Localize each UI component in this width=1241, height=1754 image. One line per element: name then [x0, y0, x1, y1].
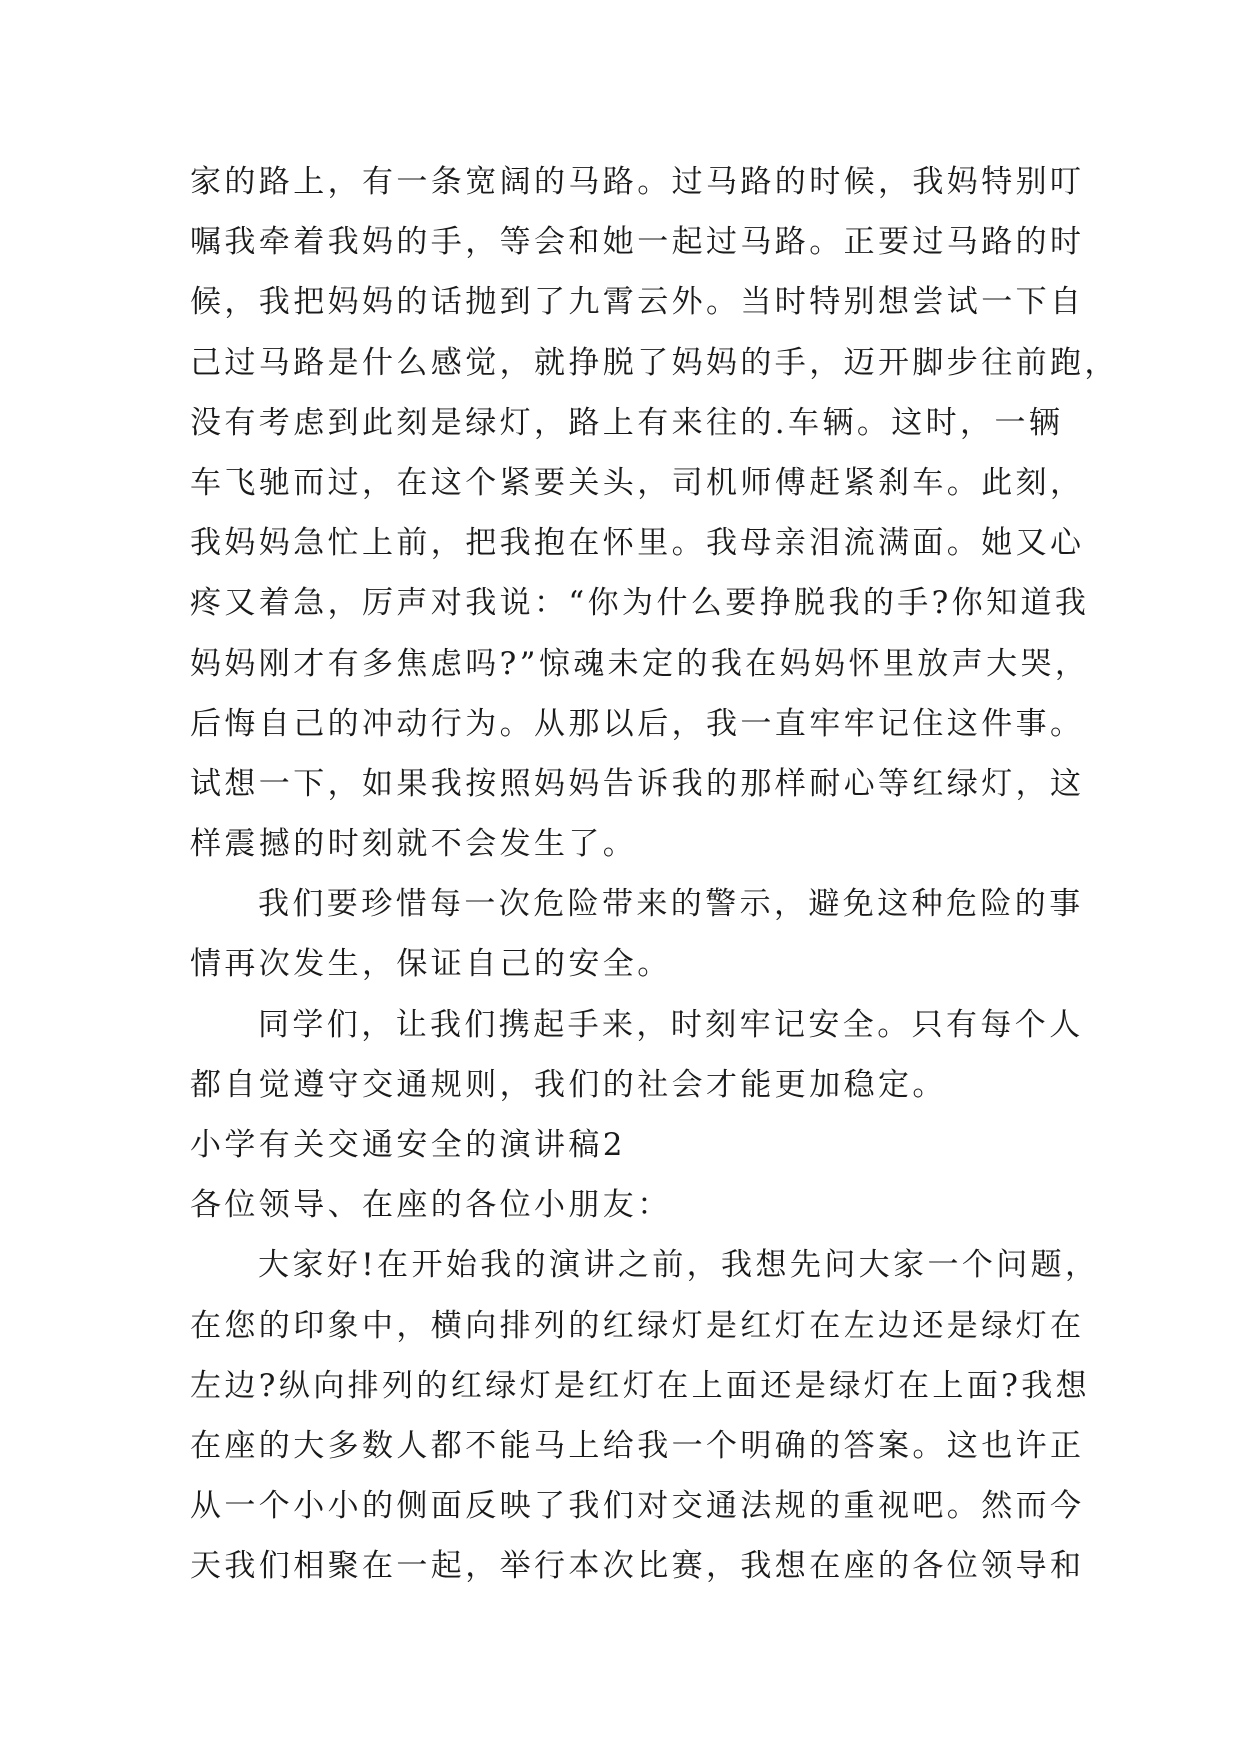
text-line: 候，我把妈妈的话抛到了九霄云外。当时特别想尝试一下自 [190, 284, 1085, 321]
text-line: 从一个小小的侧面反映了我们对交通法规的重视吧。然而今 [190, 1488, 1085, 1525]
text-line: 试想一下，如果我按照妈妈告诉我的那样耐心等红绿灯，这 [190, 765, 1085, 802]
text-line: 左边?纵向排列的红绿灯是红灯在上面还是绿灯在上面?我想 [190, 1367, 1091, 1404]
text-line: 没有考虑到此刻是绿灯，路上有来往的.车辆。这时，一辆 [190, 404, 1064, 441]
salutation: 各位领导、在座的各位小朋友： [190, 1187, 672, 1224]
paragraph-first-line: 大家好!在开始我的演讲之前，我想先问大家一个问题， [258, 1247, 1100, 1284]
text-line: 妈妈刚才有多焦虑吗?”惊魂未定的我在妈妈怀里放声大哭， [190, 645, 1090, 682]
text-line: 都自觉遵守交通规则，我们的社会才能更加稳定。 [190, 1066, 947, 1103]
text-line: 样震撼的时刻就不会发生了。 [190, 826, 638, 863]
text-line: 天我们相聚在一起，举行本次比赛，我想在座的各位领导和 [190, 1548, 1085, 1585]
text-line: 后悔自己的冲动行为。从那以后，我一直牢牢记住这件事。 [190, 705, 1085, 742]
text-line: 疼又着急，厉声对我说：“你为什么要挣脱我的手?你知道我 [190, 585, 1090, 622]
text-line: 在您的印象中，横向排列的红绿灯是红灯在左边还是绿灯在 [190, 1307, 1085, 1344]
text-line: 家的路上，有一条宽阔的马路。过马路的时候，我妈特别叮 [190, 164, 1085, 200]
text-line: 嘱我牵着我妈的手，等会和她一起过马路。正要过马路的时 [190, 224, 1085, 261]
paragraph-first-line: 同学们，让我们携起手来，时刻牢记安全。只有每个人 [258, 1006, 1084, 1043]
section-title: 小学有关交通安全的演讲稿2 [190, 1127, 626, 1163]
text-line: 我妈妈急忙上前，把我抱在怀里。我母亲泪流满面。她又心 [190, 525, 1085, 562]
text-line: 在座的大多数人都不能马上给我一个明确的答案。这也许正 [190, 1427, 1085, 1464]
text-line: 情再次发生，保证自己的安全。 [190, 946, 672, 983]
document-body [190, 152, 1119, 1597]
text-line: 己过马路是什么感觉，就挣脱了妈妈的手，迈开脚步往前跑， [190, 344, 1119, 381]
text-line: 车飞驰而过，在这个紧要关头，司机师傅赶紧刹车。此刻， [190, 464, 1085, 501]
paragraph-first-line: 我们要珍惜每一次危险带来的警示，避免这种危险的事 [258, 886, 1084, 923]
